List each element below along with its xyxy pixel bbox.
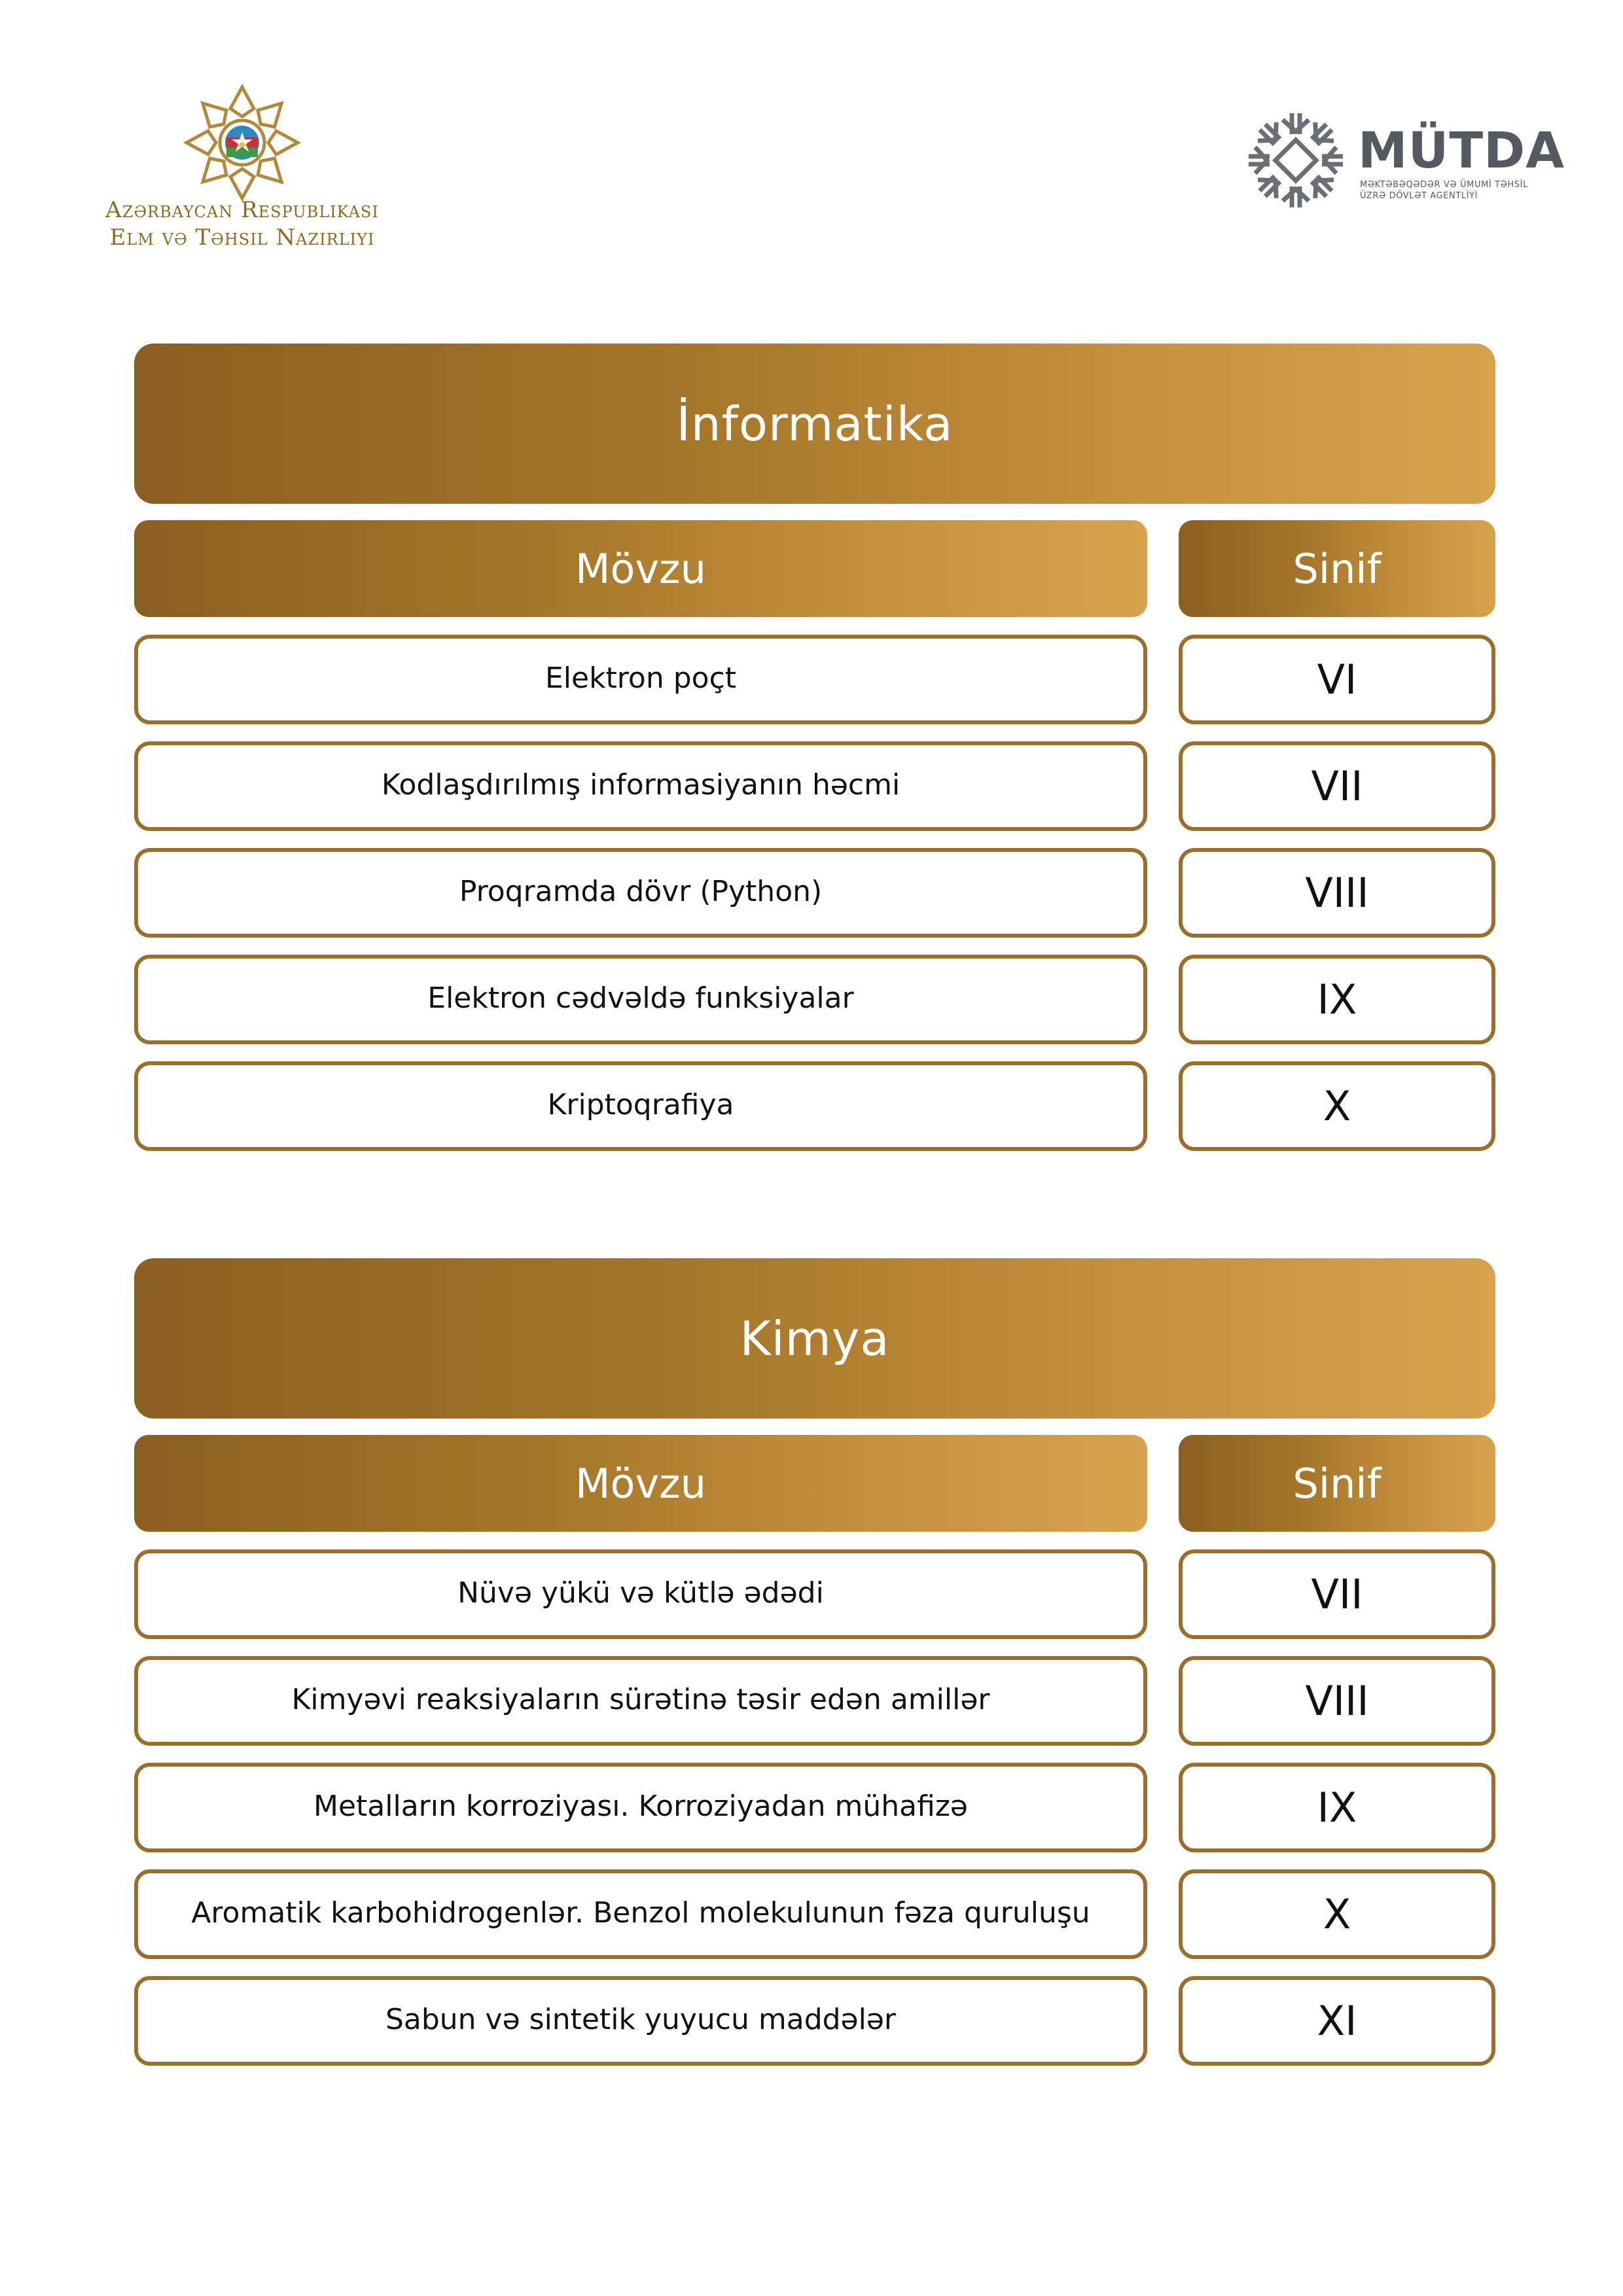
- ministry-emblem-icon: [177, 77, 308, 208]
- topic-text: Metalların korroziyası. Korroziyadan mühafizə: [313, 1790, 968, 1823]
- table-header: [134, 520, 1495, 617]
- grade-cell: IX: [1179, 1763, 1495, 1852]
- table-row: [134, 1763, 1495, 1852]
- table-row: [134, 1656, 1495, 1746]
- topic-text: Nüvə yükü və kütlə ədədi: [457, 1576, 824, 1610]
- section-title: Kimya: [134, 1258, 1495, 1419]
- topic-text: Kriptoqrafiya: [547, 1088, 734, 1122]
- page-header: [0, 0, 1623, 275]
- agency-subtitle: [1360, 179, 1528, 202]
- topic-cell: [134, 1763, 1147, 1852]
- topic-cell: [134, 635, 1147, 724]
- topic-text: Aromatik karbohidrogenlər. Benzol molekulunun fəza quruluşu: [191, 1896, 1090, 1930]
- topic-cell: [134, 848, 1147, 938]
- table-row: [134, 1976, 1495, 2066]
- topic-text: Elektron cədvəldə funksiyalar: [427, 981, 854, 1015]
- grade-cell: X: [1179, 1869, 1495, 1959]
- section-informatika: [134, 344, 1495, 1168]
- topic-column-header: Mövzu: [134, 1435, 1147, 1532]
- ministry-name-line2: Elm və Təhsil Nazirliyi: [109, 224, 375, 251]
- topic-cell: [134, 1976, 1147, 2066]
- topic-cell: [134, 1656, 1147, 1746]
- topic-text: Elektron poçt: [544, 662, 737, 695]
- topic-cell: [134, 1061, 1147, 1151]
- table-row: [134, 1869, 1495, 1959]
- topic-text: Kodlaşdırılmış informasiyanın həcmi: [381, 768, 901, 802]
- section-kimya: [134, 1258, 1495, 2083]
- ministry-name-line1: Azərbaycan Respublikası: [105, 197, 379, 223]
- grade-cell: XI: [1179, 1976, 1495, 2066]
- topic-text: Proqramda dövr (Python): [459, 875, 823, 908]
- table-row: [134, 635, 1495, 724]
- table-body: [134, 635, 1495, 1151]
- topic-cell: [134, 1869, 1147, 1959]
- grade-cell: VII: [1179, 741, 1495, 831]
- grade-column-header: Sinif: [1179, 520, 1495, 617]
- table-row: [134, 741, 1495, 831]
- table-body: [134, 1549, 1495, 2066]
- table-header: [134, 1435, 1495, 1532]
- grade-cell: X: [1179, 1061, 1495, 1151]
- topic-text: Kimyəvi reaksiyaların sürətinə təsir edən amillər: [291, 1683, 990, 1716]
- ministry-name: [65, 196, 419, 251]
- table-row: [134, 1549, 1495, 1639]
- grade-cell: VII: [1179, 1549, 1495, 1639]
- grade-cell: VI: [1179, 635, 1495, 724]
- grade-cell: IX: [1179, 955, 1495, 1044]
- table-row: [134, 955, 1495, 1044]
- table-row: [134, 1061, 1495, 1151]
- section-title: İnformatika: [134, 344, 1495, 504]
- grade-cell: VIII: [1179, 848, 1495, 938]
- topic-text: Sabun və sintetik yuyucu maddələr: [385, 2003, 897, 2036]
- grade-cell: VIII: [1179, 1656, 1495, 1746]
- agency-name: MÜTDA: [1358, 121, 1565, 179]
- agency-subtitle-line2: ÜZRƏ DÖVLƏT AGENTLİYİ: [1360, 191, 1478, 201]
- topic-column-header: Mövzu: [134, 520, 1147, 617]
- topic-cell: [134, 955, 1147, 1044]
- topic-cell: [134, 741, 1147, 831]
- mutda-logo-icon: [1240, 105, 1351, 216]
- agency-subtitle-line1: MƏKTƏBƏQƏDƏR VƏ ÜMUMİ TƏHSİL: [1360, 180, 1528, 190]
- table-row: [134, 848, 1495, 938]
- topic-cell: [134, 1549, 1147, 1639]
- grade-column-header: Sinif: [1179, 1435, 1495, 1532]
